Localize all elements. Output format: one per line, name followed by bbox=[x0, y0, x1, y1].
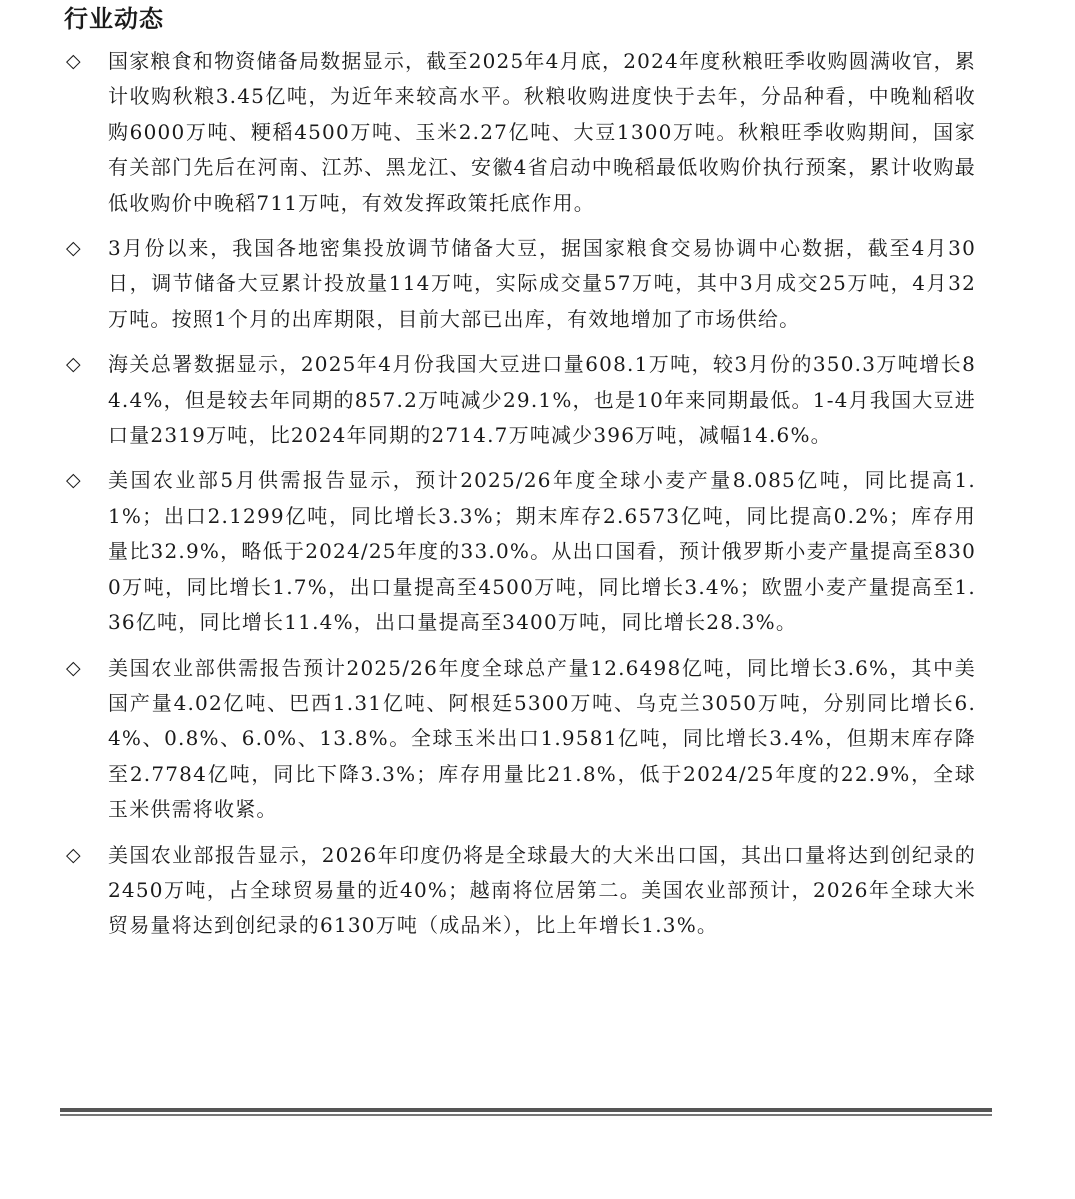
list-item bbox=[66, 347, 976, 453]
list-item bbox=[66, 463, 976, 640]
diamond-outline-icon: ◇ bbox=[66, 469, 81, 492]
news-item-text: 3月份以来，我国各地密集投放调节储备大豆，据国家粮食交易协调中心数据，截至4月30日，调节储备大豆累计投放量114万吨，实际成交量57万吨，其中3月成交25万吨，4月32万吨。按照1个月的出库期限，目前大部已出库，有效地增加了市场供给。 bbox=[108, 236, 976, 331]
news-list bbox=[66, 44, 976, 954]
news-item-text: 美国农业部供需报告预计2025/26年度全球总产量12.6498亿吨，同比增长3.6%，其中美国产量4.02亿吨、巴西1.31亿吨、阿根廷5300万吨、乌克兰3050万吨，分别同比增长6.4%、0.8%、6.0%、13.8%。全球玉米出口1.9581亿吨，同比增长3.4%，但期末库存降至2.7784亿吨，同比下降3.3%；库存用量比21.8%，低于2024/25年度的22.9%，全球玉米供需将收紧。 bbox=[108, 655, 976, 822]
diamond-outline-icon: ◇ bbox=[66, 237, 81, 260]
news-item-text: 美国农业部报告显示，2026年印度仍将是全球最大的大米出口国，其出口量将达到创纪录的2450万吨，占全球贸易量的近40%；越南将位居第二。美国农业部预计，2026年全球大米贸易量将达到创纪录的6130万吨（成品米），比上年增长1.3%。 bbox=[108, 842, 976, 938]
list-item bbox=[66, 651, 976, 828]
list-item bbox=[66, 838, 976, 944]
list-item bbox=[66, 44, 976, 221]
list-item bbox=[66, 231, 976, 337]
diamond-outline-icon: ◇ bbox=[66, 353, 81, 376]
diamond-outline-icon: ◇ bbox=[66, 50, 81, 72]
diamond-outline-icon: ◇ bbox=[66, 656, 81, 679]
footer-divider-thin-line bbox=[60, 1114, 992, 1116]
diamond-outline-icon: ◇ bbox=[66, 843, 81, 866]
news-item-text: 美国农业部5月供需报告显示，预计2025/26年度全球小麦产量8.085亿吨，同比提高1.1%；出口2.1299亿吨，同比增长3.3%；期末库存2.6573亿吨，同比提高0.2%；库存用量比32.9%，略低于2024/25年度的33.0%。从出口国看，预计俄罗斯小麦产量提高至8300万吨，同比增长1.7%，出口量提高至4500万吨，同比增长3.4%；欧盟小麦产量提高至1.36亿吨，同比增长11.4%，出口量提高至3400万吨，同比增长28.3%。 bbox=[108, 468, 976, 635]
footer-divider bbox=[60, 1108, 992, 1117]
section-title: 行业动态 bbox=[64, 5, 164, 33]
news-item-text: 海关总署数据显示，2025年4月份我国大豆进口量608.1万吨，较3月份的350.3万吨增长84.4%，但是较去年同期的857.2万吨减少29.1%，也是10年来同期最低。1-4月我国大豆进口量2319万吨，比2024年同期的2714.7万吨减少396万吨，减幅14.6%。 bbox=[108, 352, 976, 448]
news-item-text: 国家粮食和物资储备局数据显示，截至2025年4月底，2024年度秋粮旺季收购圆满收官，累计收购秋粮3.45亿吨，为近年来较高水平。秋粮收购进度快于去年，分品种看，中晚籼稻收购6000万吨、粳稻4500万吨、玉米2.27亿吨、大豆1300万吨。秋粮旺季收购期间，国家有关部门先后在河南、江苏、黑龙江、安徽4省启动中晚稻最低收购价执行预案，累计收购最低收购价中晚稻711万吨，有效发挥政策托底作用。 bbox=[108, 49, 976, 215]
